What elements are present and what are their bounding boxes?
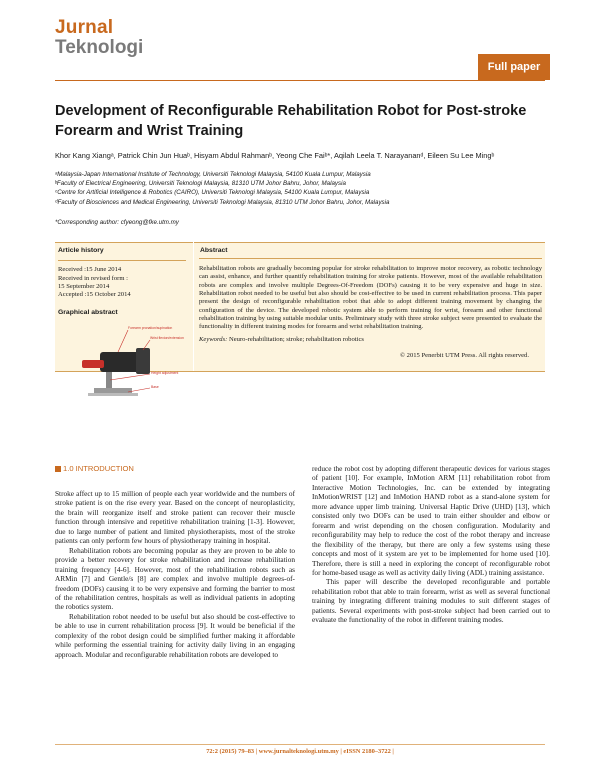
section-marker-icon [55,466,61,472]
revised-label: Received in revised form : [58,274,128,282]
band-top-rule [55,242,545,243]
article-sidebar [58,247,188,402]
journal-logo-line1: Jurnal [55,17,114,38]
paragraph: Rehabilitation robot needed to be useful but also should be cost-effective to be able to use in current rehabilitation process [9]. It would be beneficial if the complexity of the robot design could be simplified further making it affordable while performing the essential training for activity daily living in an engaging approach. Modular and reconfigurable rehabilitation robots are developed to [55,611,295,659]
annotation-line-3 [110,374,150,380]
robot-handle [82,360,104,368]
author-list: Khor Kang Xiangᵃ, Patrick Chin Jun Huaᵇ, Hisyam Abdul Rahmanᵇ, Yeong Che Faiᵇ*, Aqilah Leela T. Narayananᵈ, Eileen Su Lee Mingᵇ [55,151,495,160]
robot-column [106,372,112,390]
robot-base-plate [88,393,138,396]
received-date: Received :15 June 2014 [58,266,122,274]
section-title: 1.0 INTRODUCTION [63,464,134,473]
paragraph: This paper will describe the developed reconfigurable and portable rehabilitation robot that able to train forearm, wrist as well as several functional training by integrating different training modules to suit different stages of patients. Several experiments with post-stroke subject had been carried out to evaluate the functionality of the robot in different training modes. [312,577,550,625]
paper-title: Development of Reconfigurable Rehabilitation Robot for Post-stroke Forearm and Wrist Training [55,103,527,139]
abstract-rule [199,258,542,259]
journal-logo-line2: Teknologi [55,37,144,58]
paragraph: Stroke affect up to 15 million of people each year worldwide and the numbers of stroke patient is on the rise every year. Based on the concept of neuroplasticity, the brain will reorganize itself and stroke patient can recover their muscle function through intensive and repetitive rehabilitation training [1-3]. However, due to large number of patient and limited physiotherapists, most of the stroke patients can only perform few hours of physiotherapy training in hospital. [55,489,295,546]
annotation-line-1 [118,330,128,352]
affiliation-c: ᶜCentre for Artificial Intelligence & Robotics (CAIRO), Universiti Teknologi Malaysia, 54100 Kuala Lumpur, Malaysia [55,189,370,197]
accepted-date: Accepted :15 October 2014 [58,291,131,299]
header-divider [55,80,545,81]
ga-label-3: Height adjustment [151,370,179,375]
affiliation-b: ᵇFaculty of Electrical Engineering, Universiti Teknologi Malaysia, 81310 UTM Johor Bahru, Johor, Malaysia [55,180,346,188]
corresponding-author: *Corresponding author: cfyeong@fke.utm.my [55,219,179,226]
robot-body [100,352,140,372]
graphical-abstract-heading: Graphical abstract [58,309,118,317]
robot-motor [136,348,150,374]
paragraph: Rehabilitation robots are becoming popular as they are proven to be able to provide a better recovery for stroke rehabilitation and increase rehabilitation training frequency [4-6]. However, most of the rehabilitation robots such as ARMin [7] and Gentle/s [8] are complex and involve multiple degrees-of-freedom (DOFs) causing it to be very expensive and forming the barrier to most of the rehabilitation centres, hospitals as well as individual patients in adopting the robotics system. [55,545,295,612]
affiliation-a: ᵃMalaysia-Japan International Institute of Technology, Universiti Teknologi Malaysia, 54100 Kuala Lumpur, Malaysia [55,171,371,178]
section-heading [55,464,134,473]
ga-label-1: Forearm pronation/supination [128,325,173,330]
full-paper-badge: Full paper [478,54,550,80]
left-column [55,489,295,659]
keywords-label: Keywords: [199,336,228,343]
sidebar-rule [58,260,186,261]
article-history-heading: Article history [58,247,104,254]
revised-date: 15 September 2014 [58,282,110,290]
keywords [199,336,542,343]
right-column [312,464,550,625]
affiliations [55,170,550,207]
robot-base [94,388,132,393]
page-footer: 72:2 (2015) 79–83 | www.jurnalteknologi.utm.my | eISSN 2180–3722 | [206,748,394,755]
affiliation-d: ᵈFaculty of Biosciences and Medical Engineering, Universiti Teknologi Malaysia, 81310 UTM Johor Bahru, Johor, Malaysia [55,198,390,206]
copyright: © 2015 Penerbit UTM Press. All rights reserved. [400,352,529,359]
paragraph: reduce the robot cost by adopting different therapeutic devices for various stages of patient [10]. For example, InMotion ARM [11] rehabilitation robot from Interactive Motion Technologies, Inc. can be extended by integrating InMotionWRIST [12] and InMotion HAND robot as a stand-alone system for more advance upper limb training. Universal Haptic Drive (UHD) [13], which consisted only two DOFs can be used to train either shoulder and elbow or forearm and wrist depending on the chosen configuration. Modularity and reconfigurability may help to reduce the cost of the robot therapy and increase the flexibility of the therapy, but there are only a few systems using these concepts and most of it system are yet to be implemented for home used [10]. Therefore, there is still a need in exploring the concept of reconfigurable robot for home-based usage as well as activity daily living (ADL) training assistance. [312,464,550,577]
footer-rule [55,744,545,745]
ga-label-4: Base [151,384,159,389]
graphical-abstract-image [58,322,188,402]
keywords-list: Neuro-rehabilitation; stroke; rehabilitation robotics [228,336,364,343]
ga-label-2: Wrist flexion/extension [150,335,184,340]
band-column-separator [193,242,194,371]
abstract-text: Rehabilitation robots are gradually becoming popular for stroke rehabilitation to improve motor recovery, as robotic technology can assist, enhance, and further quantify rehabilitation training for stroke patients. However, most of the available rehabilitation robots are complex and involve multiple Degrees-Of-Freedom (DOFs) causing it to be very expensive and huge in size. Rehabilitation robot needed to be useful but also should be cost-effective to be used in current rehabilitation process. This paper present the design of reconfigurable rehabilitation robot that able to adopt different training movement by changing the configuration of the device. The developed robotic system able to perform training for wrist, forearm and other functional rehabilitation training by using suitable modular units. Preliminary study with three stroke subject were presented to evaluate the functionality in different training modes for forearm and wrist rehabilitation training. [199,265,542,331]
abstract-heading: Abstract [200,247,228,254]
